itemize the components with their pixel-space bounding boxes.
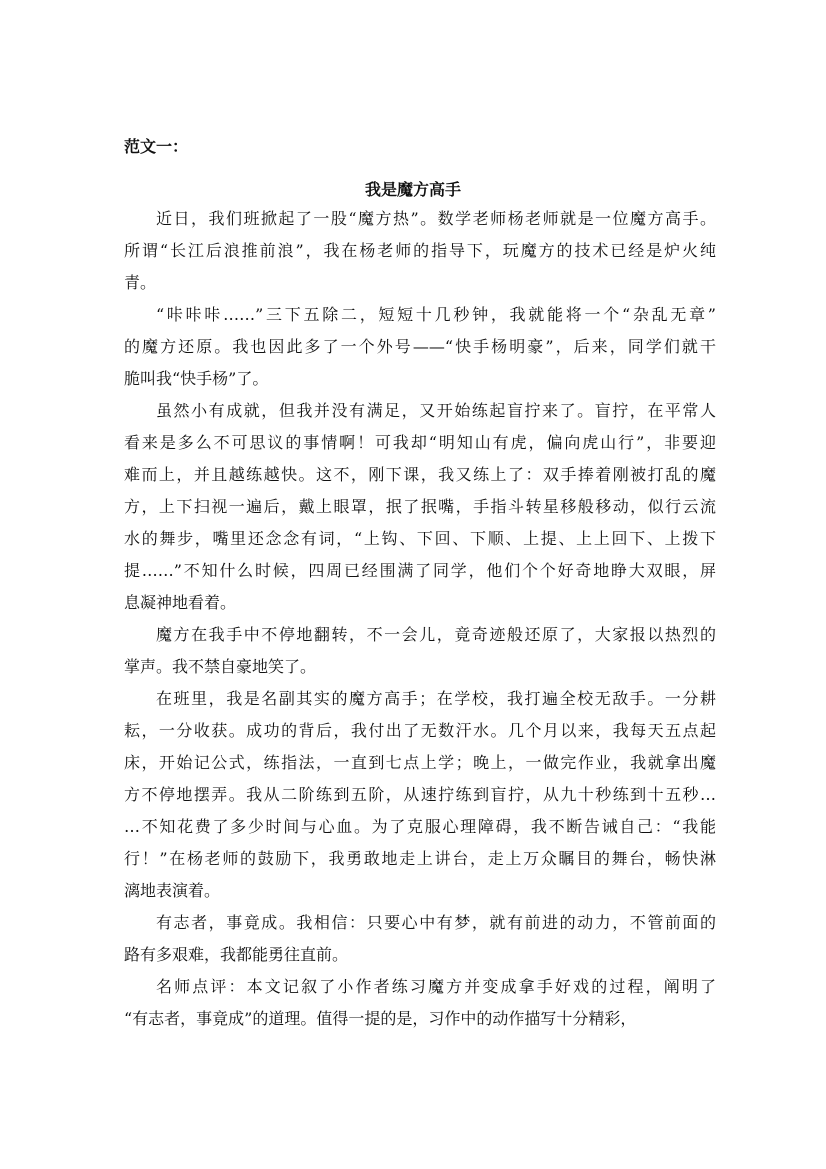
text-line: 方不停地摆弄。我从二阶练到五阶，从速拧练到盲拧，从九十秒练到十五秒… xyxy=(124,785,716,804)
text-line: 近日，我们班掀起了一股“魔方热”。数学老师杨老师就是一位魔方高手。 xyxy=(156,209,716,228)
text-line: “有志者，事竟成”的道理。值得一提的是，习作中的动作描写十分精彩， xyxy=(124,1009,637,1028)
text-line: 的魔方还原。我也因此多了一个外号——“快手杨明豪”，后来，同学们就干 xyxy=(124,337,716,356)
paragraph-nickname xyxy=(124,304,716,400)
text-line: 有志者，事竟成。我相信：只要心中有梦，就有前进的动力，不管前面的 xyxy=(156,913,716,932)
text-line: 所谓“长江后浪推前浪”，我在杨老师的指导下，玩魔方的技术已经是炉火纯 xyxy=(124,241,716,260)
text-line: 在班里，我是名副其实的魔方高手；在学校，我打遍全校无敌手。一分耕 xyxy=(156,689,716,708)
paragraph-conclusion xyxy=(124,912,716,976)
text-line: “咔咔咔……”三下五除二，短短十几秒钟，我就能将一个“杂乱无章” xyxy=(156,305,716,324)
text-line: 水的舞步，嘴里还念念有词，“上钩、下回、下顺、上提、上上回下、上拨下 xyxy=(124,529,716,548)
text-line: 耘，一分收获。成功的背后，我付出了无数汗水。几个月以来，我每天五点起 xyxy=(124,721,716,740)
paragraph-practice xyxy=(124,688,716,912)
text-line: 名师点评：本文记叙了小作者练习魔方并变成拿手好戏的过程，阐明了 xyxy=(156,977,716,996)
text-line: 提……”不知什么时候，四周已经围满了同学，他们个个好奇地睁大双眼，屏 xyxy=(124,561,716,580)
text-line: 青。 xyxy=(124,273,157,292)
paragraph-blindfold xyxy=(124,400,716,624)
text-line: 看来是多么不可思议的事情啊！可我却“明知山有虎，偏向虎山行”，非要迎 xyxy=(124,433,716,452)
text-line: 漓地表演着。 xyxy=(124,881,221,900)
text-line: 行！”在杨老师的鼓励下，我勇敢地走上讲台，走上万众瞩目的舞台，畅快淋 xyxy=(124,849,716,868)
essay-title: 我是魔方高手 xyxy=(364,180,461,199)
text-line: 脆叫我“快手杨”了。 xyxy=(124,369,269,388)
paragraph-comment xyxy=(124,976,716,1040)
text-line: 掌声。我不禁自豪地笑了。 xyxy=(124,657,317,676)
text-line: 魔方在我手中不停地翻转，不一会儿，竟奇迹般还原了，大家报以热烈的 xyxy=(156,625,716,644)
text-line: 方，上下扫视一遍后，戴上眼罩，抿了抿嘴，手指斗转星移般移动，似行云流 xyxy=(124,497,716,516)
section-label: 范文一： xyxy=(124,137,189,156)
paragraph-applause xyxy=(124,624,716,688)
text-line: …不知花费了多少时间与心血。为了克服心理障碍，我不断告诫自己：“我能 xyxy=(124,817,716,836)
text-line: 难而上，并且越练越快。这不，刚下课，我又练上了：双手捧着刚被打乱的魔 xyxy=(124,465,716,484)
text-line: 床，开始记公式，练指法，一直到七点上学；晚上，一做完作业，我就拿出魔 xyxy=(124,753,716,772)
essay-body xyxy=(124,208,716,1040)
text-line: 虽然小有成就，但我并没有满足，又开始练起盲拧来了。盲拧，在平常人 xyxy=(156,401,716,420)
paragraph-intro xyxy=(124,208,716,304)
text-line: 路有多艰难，我都能勇往直前。 xyxy=(124,945,349,964)
text-line: 息凝神地看着。 xyxy=(124,593,237,612)
